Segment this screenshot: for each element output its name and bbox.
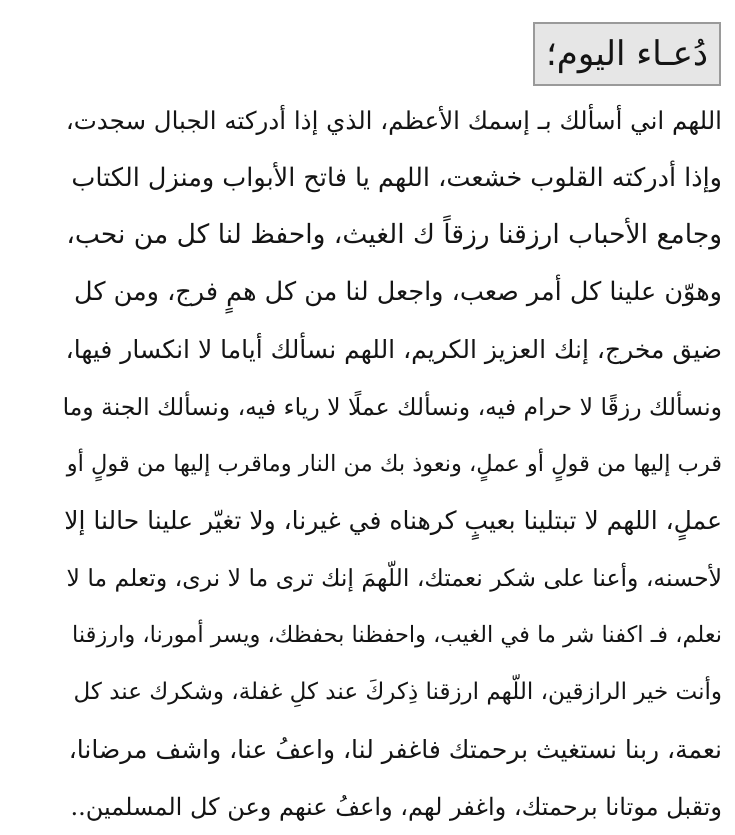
title-box: [533, 22, 721, 86]
text-line: عملٍ، اللهم لا تبتلينا بعيبٍ كرهناه في غيرنا، ولا تغيّر علينا حالنا إلا: [64, 506, 722, 536]
text-line: نعمة، ربنا نستغيث برحمتك فاغفر لنا، واعفُ عنا، واشف مرضانا،: [68, 735, 722, 765]
text-line: اللهم اني أسألك بـ إسمك الأعظم، الذي إذا أدركته الجبال سجدت،: [65, 106, 722, 136]
text-line: نعلم، فـ اكفنا شر ما في الغيب، واحفظنا بحفظك، ويسر أمورنا، وارزقنا: [72, 622, 722, 649]
text-line: وتقبل موتانا برحمتك، واغفر لهم، واعفُ عنهم وعن كل المسلمين..: [70, 792, 722, 821]
text-line: قرب إليها من قولٍ أو عملٍ، ونعوذ بك من النار وماقرب إليها من قولٍ أو: [66, 450, 722, 477]
text-line: وأنت خير الرازقين، اللّهم ارزقنا ذِكركَ عند كلِ غفلة، وشكرك عند كل: [73, 679, 722, 706]
page-title: دُعـاء اليوم؛: [545, 34, 709, 74]
text-line: وجامع الأحباب ارزقنا رزقاً ك الغيث، واحفظ لنا كل من نحب،: [66, 219, 722, 251]
text-line: لأحسنه، وأعنا على شكر نعمتك، اللّهمَ إنك ترى ما لا نرى، وتعلم ما لا: [66, 564, 722, 593]
text-line: ضيق مخرج، إنك العزيز الكريم، اللهم نسألك أياما لا انكسار فيها،: [65, 334, 722, 364]
prayer-text: [62, 92, 722, 835]
text-line: وهوّن علينا كل أمر صعب، واجعل لنا من كل همٍ فرج، ومن كل: [74, 277, 722, 308]
text-line: وإذا أدركته القلوب خشعت، اللهم يا فاتح الأبواب ومنزل الكتاب: [71, 162, 722, 193]
text-line: ونسألك رزقًا لا حرام فيه، ونسألك عملًا لا رياء فيه، ونسألك الجنة وما: [62, 392, 722, 421]
